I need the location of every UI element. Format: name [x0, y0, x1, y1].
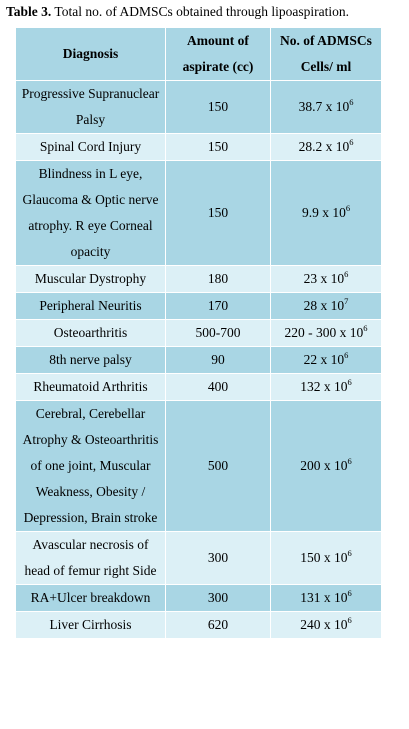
diagnosis-cell: Peripheral Neuritis	[16, 293, 166, 320]
cells-value: 23 x 10	[303, 271, 345, 286]
table-row	[16, 266, 382, 293]
cells-exponent: 6	[347, 588, 352, 598]
admsc-table	[15, 27, 382, 639]
header-cells-line2: Cells/ ml	[300, 59, 352, 74]
amount-cell: 500-700	[166, 320, 271, 347]
cells-exponent: 6	[345, 203, 351, 213]
amount-cell: 90	[166, 347, 271, 374]
cells-exponent: 6	[363, 323, 368, 333]
amount-cell: 400	[166, 374, 271, 401]
cells-cell	[271, 532, 382, 585]
cells-cell	[271, 612, 382, 639]
cells-cell	[271, 81, 382, 134]
table-row	[16, 320, 382, 347]
table-row	[16, 347, 382, 374]
cells-cell	[271, 161, 382, 266]
cells-value: 131 x 10	[300, 590, 348, 605]
cells-value: 28 x 10	[303, 298, 345, 313]
table-caption	[6, 3, 406, 21]
cells-exponent: 7	[344, 296, 349, 306]
cells-exponent: 6	[347, 377, 352, 387]
cells-value: 132 x 10	[300, 379, 348, 394]
table-row	[16, 374, 382, 401]
amount-cell: 620	[166, 612, 271, 639]
table-caption-text: Total no. of ADMSCs obtained through lipoaspiration.	[54, 4, 349, 19]
cells-cell	[271, 266, 382, 293]
header-amount-line2: aspirate (cc)	[182, 59, 254, 74]
cells-exponent: 6	[347, 548, 352, 558]
header-amount	[166, 28, 271, 81]
cells-cell	[271, 401, 382, 532]
table-row	[16, 532, 382, 585]
table-row	[16, 585, 382, 612]
amount-cell: 150	[166, 81, 271, 134]
cells-exponent: 6	[344, 269, 349, 279]
diagnosis-cell: Rheumatoid Arthritis	[16, 374, 166, 401]
cells-value: 150 x 10	[300, 550, 348, 565]
cells-exponent: 6	[347, 456, 352, 466]
cells-exponent: 6	[344, 350, 349, 360]
cells-cell	[271, 134, 382, 161]
amount-cell: 150	[166, 134, 271, 161]
cells-exponent: 6	[347, 615, 352, 625]
header-amount-line1: Amount of	[187, 33, 249, 48]
header-cells	[271, 28, 382, 81]
diagnosis-cell: Progressive Supranuclear Palsy	[16, 81, 166, 134]
diagnosis-cell: RA+Ulcer breakdown	[16, 585, 166, 612]
diagnosis-cell: Muscular Dystrophy	[16, 266, 166, 293]
cells-cell	[271, 347, 382, 374]
cells-value: 38.7 x 10	[298, 99, 350, 114]
diagnosis-cell: 8th nerve palsy	[16, 347, 166, 374]
amount-cell: 180	[166, 266, 271, 293]
amount-cell: 170	[166, 293, 271, 320]
amount-cell: 150	[166, 161, 271, 266]
diagnosis-cell: Osteoarthritis	[16, 320, 166, 347]
diagnosis-cell: Blindness in L eye, Glaucoma & Optic nerve atrophy. R eye Corneal opacity	[16, 161, 166, 266]
table-label: Table 3.	[6, 4, 52, 19]
cells-exponent: 6	[349, 137, 354, 147]
cells-cell	[271, 585, 382, 612]
cells-cell	[271, 320, 382, 347]
cells-cell	[271, 293, 382, 320]
table-row	[16, 134, 382, 161]
cells-value: 200 x 10	[300, 458, 348, 473]
cells-value: 22 x 10	[303, 352, 345, 367]
cells-value: 28.2 x 10	[298, 139, 350, 154]
cells-value: 220 - 300 x 10	[284, 325, 364, 340]
cells-value: 9.9 x 10	[301, 205, 346, 220]
cells-exponent: 6	[349, 97, 354, 107]
header-cells-line1: No. of ADMSCs	[280, 33, 372, 48]
table-row	[16, 81, 382, 134]
table-row	[16, 612, 382, 639]
amount-cell: 300	[166, 532, 271, 585]
diagnosis-cell: Avascular necrosis of head of femur right Side	[16, 532, 166, 585]
cells-value: 240 x 10	[300, 617, 348, 632]
header-row	[16, 28, 382, 81]
amount-cell: 300	[166, 585, 271, 612]
table-row	[16, 161, 382, 266]
amount-cell: 500	[166, 401, 271, 532]
header-diagnosis: Diagnosis	[16, 28, 166, 81]
table-row	[16, 293, 382, 320]
diagnosis-cell: Liver Cirrhosis	[16, 612, 166, 639]
table-row	[16, 401, 382, 532]
diagnosis-cell: Cerebral, Cerebellar Atrophy & Osteoarthritis of one joint, Muscular Weakness, Obesity / Depression, Brain stroke	[16, 401, 166, 532]
diagnosis-cell: Spinal Cord Injury	[16, 134, 166, 161]
cells-cell	[271, 374, 382, 401]
